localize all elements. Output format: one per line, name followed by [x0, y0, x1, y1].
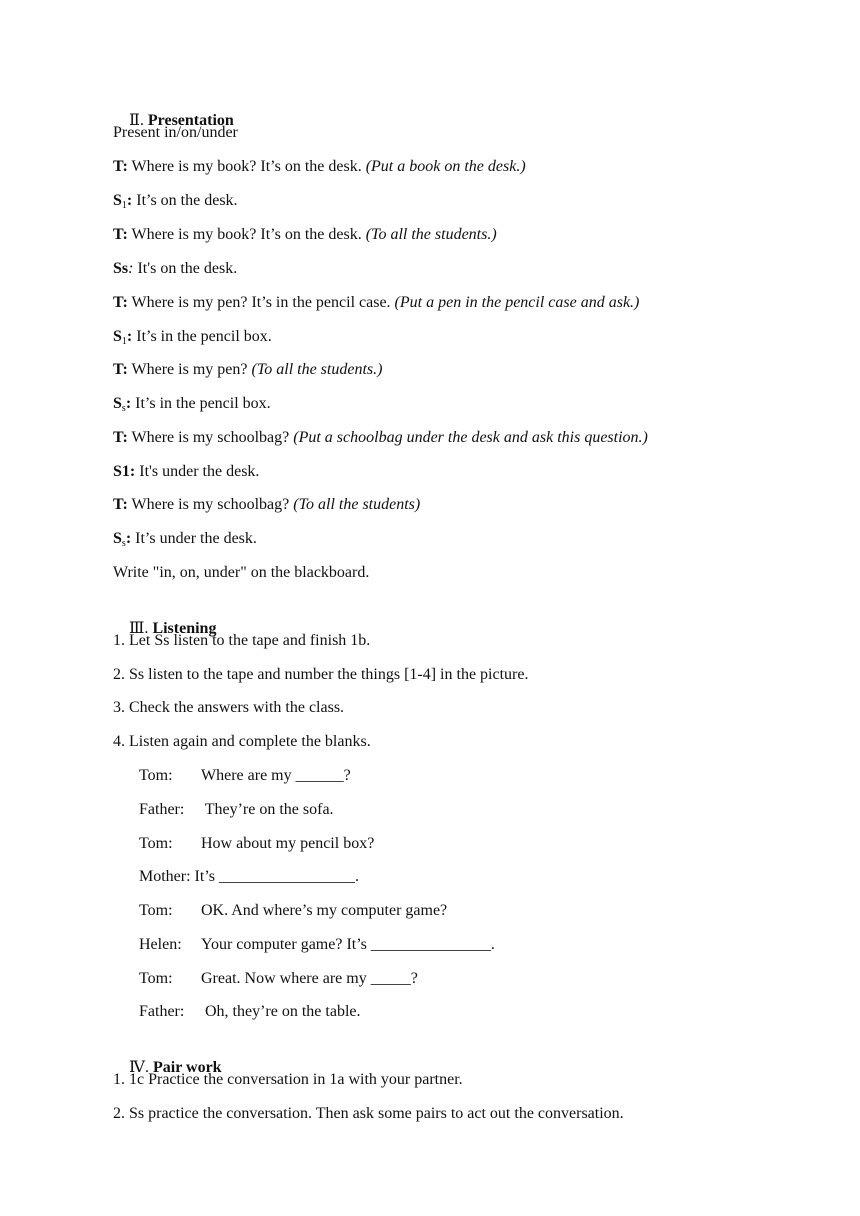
speaker: T: [113, 294, 128, 311]
speaker: S [113, 192, 122, 209]
line-text: How about my pencil box? [201, 835, 375, 852]
line-text: Great. Now where are my _____? [201, 970, 418, 987]
list-item: 2. Ss listen to the tape and number the things [1-4] in the picture. [113, 666, 529, 683]
stage-note: (Put a book on the desk.) [365, 158, 526, 175]
speaker-colon: : [125, 530, 132, 547]
list-item: 1. Let Ss listen to the tape and finish 1b. [113, 632, 371, 649]
speaker: S1: [113, 463, 136, 480]
speaker-colon: : [125, 395, 132, 412]
speaker: T: [113, 226, 128, 243]
line-text: Where are my ______? [201, 767, 351, 784]
dialogue-line [113, 427, 648, 449]
list-item: 3. Check the answers with the class. [113, 699, 345, 716]
speaker-colon: : [128, 260, 134, 277]
blank-dialogue-line [139, 900, 447, 922]
stage-note: (To all the students) [293, 496, 421, 513]
dialogue-line [113, 190, 238, 212]
blank-dialogue-line [139, 799, 334, 821]
dialogue-line [113, 461, 259, 483]
section-heading-presentation [113, 88, 234, 129]
line-text: Where is my pen? It’s in the pencil case. [127, 294, 395, 311]
speaker: Tom: [139, 767, 173, 784]
line-text: Where is my pen? [127, 361, 252, 378]
line-text: It’s in the pencil box. [132, 328, 272, 345]
dialogue-line [113, 393, 271, 415]
heading-title: Presentation [143, 112, 234, 129]
line-text: Where is my book? It’s on the desk. [127, 158, 366, 175]
dialogue-line [113, 326, 272, 348]
blank-dialogue-line: Mother: It’s _________________. [139, 868, 359, 885]
speaker: T: [113, 429, 128, 446]
speaker: Tom: [139, 902, 173, 919]
line-text: They’re on the sofa. [201, 801, 334, 818]
blank-dialogue-line [139, 765, 351, 787]
speaker: Tom: [139, 835, 173, 852]
speaker-subscript: s [121, 538, 126, 549]
speaker: T: [113, 496, 128, 513]
line-text: Your computer game? It’s _______________. [201, 936, 495, 953]
presentation-closing: Write "in, on, under" on the blackboard. [113, 564, 370, 581]
speaker: Father: [139, 801, 185, 818]
speaker: Tom: [139, 970, 173, 987]
stage-note: (Put a schoolbag under the desk and ask this question.) [293, 429, 648, 446]
line-text: It’s under the desk. [131, 530, 257, 547]
speaker: S [113, 328, 122, 345]
line-text: It’s on the desk. [132, 192, 238, 209]
dialogue-line [113, 494, 420, 516]
heading-number: Ⅳ. [129, 1059, 149, 1076]
list-item: 1. 1c Practice the conversation in 1a with your partner. [113, 1071, 463, 1088]
blank-dialogue-line [139, 833, 374, 855]
speaker-subscript: 1 [121, 336, 127, 347]
line-text: It’s in the pencil box. [131, 395, 271, 412]
speaker: Father: [139, 1003, 185, 1020]
line-text: Oh, they’re on the table. [201, 1003, 361, 1020]
section-heading-pair-work [113, 1035, 222, 1076]
blank-dialogue-line [139, 1001, 361, 1023]
speaker-colon: : [126, 328, 133, 345]
dialogue-line [113, 156, 526, 178]
line-text: It's under the desk. [135, 463, 260, 480]
section-heading-listening [113, 596, 217, 637]
stage-note: (To all the students.) [365, 226, 497, 243]
line-text: It's on the desk. [133, 260, 238, 277]
speaker-subscript: 1 [121, 200, 127, 211]
speaker-subscript: s [121, 403, 126, 414]
stage-note: (To all the students.) [251, 361, 383, 378]
list-item: 4. Listen again and complete the blanks. [113, 733, 371, 750]
speaker: T: [113, 158, 128, 175]
heading-number: Ⅱ. [129, 112, 144, 129]
stage-note: (Put a pen in the pencil case and ask.) [394, 294, 640, 311]
speaker: S [113, 395, 122, 412]
list-item: 2. Ss practice the conversation. Then ask some pairs to act out the conversation. [113, 1105, 624, 1122]
line-text: Where is my book? It’s on the desk. [127, 226, 366, 243]
speaker: T: [113, 361, 128, 378]
speaker-colon: : [126, 192, 133, 209]
presentation-intro: Present in/on/under [113, 124, 238, 141]
heading-title: Listening [148, 620, 217, 637]
blank-dialogue-line [139, 934, 495, 956]
speaker: S [113, 530, 122, 547]
dialogue-line [113, 292, 639, 314]
line-text: Where is my schoolbag? [127, 496, 294, 513]
heading-number: Ⅲ. [129, 620, 149, 637]
line-text: OK. And where’s my computer game? [201, 902, 448, 919]
dialogue-line [113, 359, 382, 381]
dialogue-line [113, 258, 237, 280]
speaker: Helen: [139, 936, 182, 953]
line-text: Where is my schoolbag? [127, 429, 294, 446]
speaker: Ss [113, 260, 129, 277]
dialogue-line [113, 224, 497, 246]
blank-dialogue-line [139, 968, 418, 990]
dialogue-line [113, 528, 257, 550]
heading-title: Pair work [148, 1059, 222, 1076]
